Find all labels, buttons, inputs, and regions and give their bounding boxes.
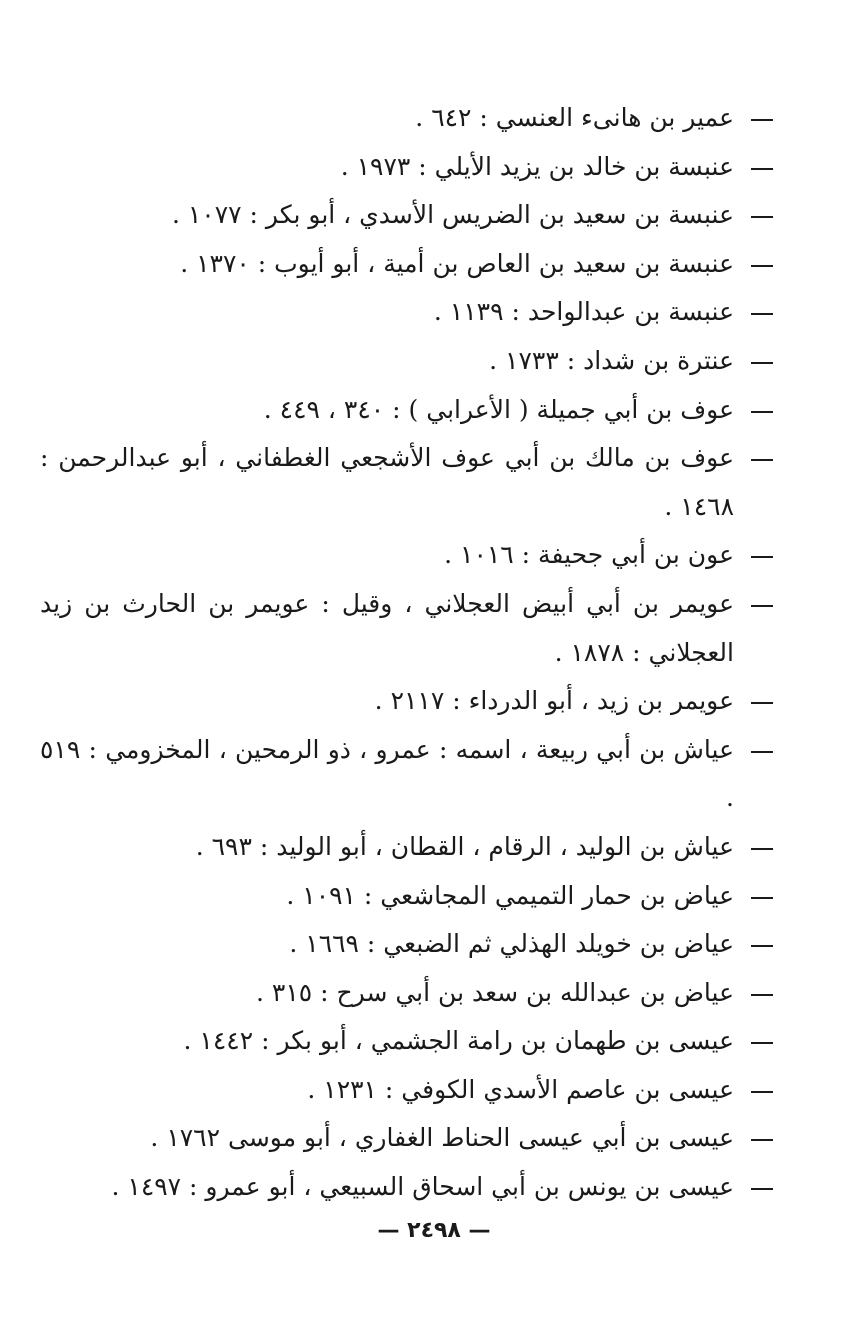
index-entry-text: عياض بن حمار التميمي المجاشعي : ١٠٩١ . (286, 880, 734, 910)
index-entry-text: عيسى بن يونس بن أبي اسحاق السبيعي ، أبو عمرو : ١٤٩٧ . (111, 1172, 734, 1202)
index-entry (40, 94, 776, 143)
index-entry (40, 240, 776, 289)
index-entry-text: عويمر بن أبي أبيض العجلاني ، وقيل : عويمر بن الحارث بن زيد العجلاني : ١٨٧٨ . (40, 588, 734, 667)
index-entry (40, 1163, 776, 1212)
index-entry (40, 191, 776, 240)
index-entry-text: عمير بن هانىء العنسي : ٦٤٢ . (415, 103, 734, 132)
index-entry-text: عنبسة بن سعيد بن العاص بن أمية ، أبو أيوب : ١٣٧٠ . (180, 248, 734, 278)
index-entry-text: عياض بن عبدالله بن سعد بن أبي سرح : ٣١٥ . (256, 977, 734, 1007)
index-entry-text: عنترة بن شداد : ١٧٣٣ . (489, 345, 734, 375)
index-entry (40, 920, 776, 969)
index-entry-text: عيسى بن طهمان بن رامة الجشمي ، أبو بكر : ١٤٤٢ . (183, 1026, 734, 1056)
index-entry-text: عنبسة بن سعيد بن الضريس الأسدي ، أبو بكر : ١٠٧٧ . (171, 200, 734, 230)
index-entry-text: عيسى بن أبي عيسى الحناط الغفاري ، أبو موسى ١٧٦٢ . (150, 1123, 734, 1153)
index-entry (40, 288, 776, 337)
page-number: — ٢٤٩٨ — (377, 1218, 491, 1243)
index-entry (40, 969, 776, 1018)
index-entry (40, 434, 776, 531)
index-entry-text: عويمر بن زيد ، أبو الدرداء : ٢١١٧ . (374, 686, 734, 716)
index-entry (40, 143, 776, 192)
index-entry-text: عون بن أبي جحيفة : ١٠١٦ . (444, 540, 734, 570)
index-entry-text: عنبسة بن عبدالواحد : ١١٣٩ . (433, 297, 734, 327)
index-entry (40, 1017, 776, 1066)
index-entry (40, 726, 776, 823)
index-entry-text: عوف بن مالك بن أبي عوف الأشجعي الغطفاني ، أبو عبدالرحمن : ١٤٦٨ . (40, 443, 734, 521)
index-entry-text: عوف بن أبي جميلة ( الأعرابي ) : ٣٤٠ ، ٤٤٩ . (263, 394, 734, 424)
index-entry-text: عيسى بن عاصم الأسدي الكوفي : ١٢٣١ . (307, 1074, 734, 1104)
index-entry (40, 580, 776, 677)
index-entry (40, 386, 776, 435)
index-entry (40, 823, 776, 872)
index-entry (40, 677, 776, 726)
index-entry (40, 872, 776, 921)
index-entry-text: عياش بن الوليد ، الرقام ، القطان ، أبو الوليد : ٦٩٣ . (195, 831, 734, 861)
index-entry (40, 531, 776, 580)
index-entry (40, 337, 776, 386)
index-entry (40, 1066, 776, 1115)
index-entry-text: عياش بن أبي ربيعة ، اسمه : عمرو ، ذو الرمحين ، المخزومي : ٥١٩ . (40, 734, 734, 813)
index-entry-text: عنبسة بن خالد بن يزيد الأيلي : ١٩٧٣ . (340, 151, 734, 181)
index-entry (40, 1114, 776, 1163)
index-entry-text: عياض بن خويلد الهذلي ثم الضبعي : ١٦٦٩ . (289, 929, 734, 959)
index-entries-list (40, 94, 776, 1212)
